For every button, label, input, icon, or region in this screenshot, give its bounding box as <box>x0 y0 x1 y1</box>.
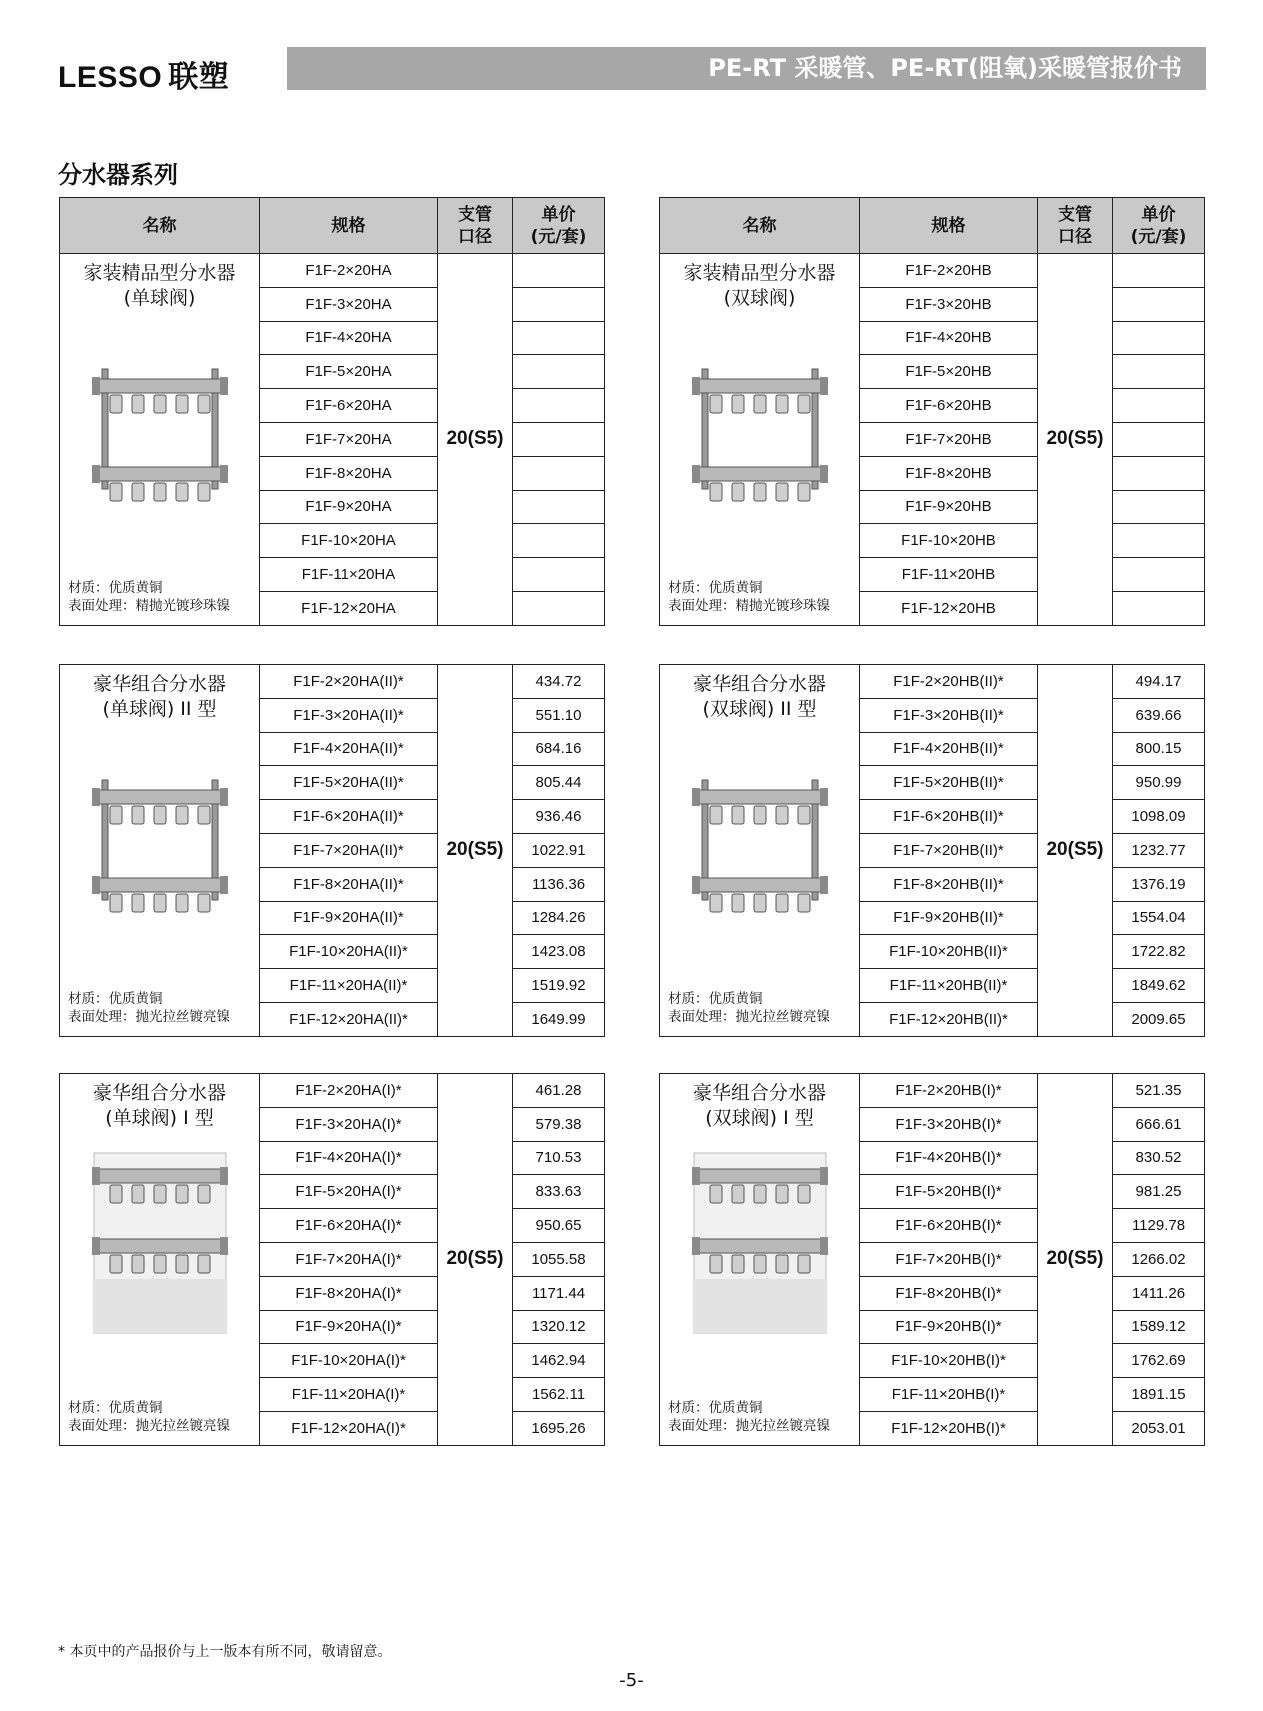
price-cell: 1055.58 <box>513 1242 605 1276</box>
price-cell: 1849.62 <box>1113 969 1205 1003</box>
logo-text: LESSO <box>58 61 163 94</box>
price-cell: 434.72 <box>513 665 605 699</box>
footnote: * 本页中的产品报价与上一版本有所不同，敬请留意。 <box>58 1644 392 1660</box>
price-cell: 1266.02 <box>1113 1242 1205 1276</box>
product-name: 豪华组合分水器 (双球阀) I 型 <box>692 1082 826 1129</box>
spec-cell: F1F-9×20HB(I)* <box>860 1310 1038 1344</box>
header-spec: 规格 <box>860 198 1038 254</box>
price-cell: 494.17 <box>1113 665 1205 699</box>
spec-cell: F1F-10×20HA(II)* <box>260 935 438 969</box>
branch-diameter-cell: 20(S5) <box>438 1074 513 1446</box>
spec-cell: F1F-5×20HB(II)* <box>860 766 1038 800</box>
logo-cn: 联塑 <box>168 60 230 95</box>
spec-cell: F1F-11×20HB(I)* <box>860 1378 1038 1412</box>
product-name-cell <box>60 665 260 1037</box>
spec-cell: F1F-2×20HA(I)* <box>260 1074 438 1108</box>
spec-cell: F1F-12×20HA(I)* <box>260 1411 438 1445</box>
spec-cell: F1F-4×20HB(II)* <box>860 732 1038 766</box>
price-cell: 1462.94 <box>513 1344 605 1378</box>
spec-cell: F1F-2×20HA(II)* <box>260 665 438 699</box>
material-note: 材质：优质黄铜 表面处理：精抛光镀珍珠镍 <box>668 579 830 614</box>
price-cell: 1284.26 <box>513 901 605 935</box>
spec-cell: F1F-3×20HA(I)* <box>260 1107 438 1141</box>
price-cell <box>513 287 605 321</box>
spec-cell: F1F-7×20HA <box>260 422 438 456</box>
product-name: 家装精品型分水器 (单球阀) <box>83 262 236 309</box>
branch-diameter-cell: 20(S5) <box>1038 665 1113 1037</box>
spec-cell: F1F-10×20HA(I)* <box>260 1344 438 1378</box>
spec-cell: F1F-6×20HB(I)* <box>860 1209 1038 1243</box>
price-cell <box>513 321 605 355</box>
spec-cell: F1F-5×20HB(I)* <box>860 1175 1038 1209</box>
price-cell: 1171.44 <box>513 1276 605 1310</box>
price-cell: 2053.01 <box>1113 1411 1205 1445</box>
price-cell: 579.38 <box>513 1107 605 1141</box>
price-cell <box>1113 558 1205 592</box>
price-cell: 1722.82 <box>1113 935 1205 969</box>
price-cell <box>1113 591 1205 625</box>
spec-cell: F1F-11×20HB <box>860 558 1038 592</box>
spec-cell: F1F-6×20HA(II)* <box>260 800 438 834</box>
price-cell: 1098.09 <box>1113 800 1205 834</box>
manifold-product-image <box>680 760 840 924</box>
spec-cell: F1F-8×20HA <box>260 456 438 490</box>
header-title: PE-RT 采暖管、PE-RT(阻氧)采暖管报价书 <box>287 47 1206 90</box>
price-cell <box>1113 422 1205 456</box>
spec-cell: F1F-7×20HB <box>860 422 1038 456</box>
spec-cell: F1F-9×20HA(I)* <box>260 1310 438 1344</box>
price-cell: 833.63 <box>513 1175 605 1209</box>
product-name: 豪华组合分水器 (单球阀) I 型 <box>92 1082 226 1129</box>
spec-cell: F1F-11×20HA <box>260 558 438 592</box>
spec-cell: F1F-5×20HA(II)* <box>260 766 438 800</box>
spec-cell: F1F-8×20HA(II)* <box>260 867 438 901</box>
material-note: 材质：优质黄铜 表面处理：抛光拉丝镀亮镍 <box>68 990 230 1025</box>
spec-cell: F1F-10×20HB <box>860 524 1038 558</box>
spec-cell: F1F-6×20HB <box>860 389 1038 423</box>
spec-cell: F1F-10×20HA <box>260 524 438 558</box>
price-table <box>659 1073 1205 1446</box>
spec-cell: F1F-2×20HB(I)* <box>860 1074 1038 1108</box>
manifold-product-image <box>80 1149 240 1343</box>
price-cell: 1891.15 <box>1113 1378 1205 1412</box>
table-row <box>60 665 605 699</box>
price-cell: 1589.12 <box>1113 1310 1205 1344</box>
spec-cell: F1F-11×20HB(II)* <box>860 969 1038 1003</box>
price-cell <box>1113 355 1205 389</box>
price-cell: 1232.77 <box>1113 833 1205 867</box>
manifold-product-image <box>680 1149 840 1343</box>
spec-cell: F1F-7×20HA(I)* <box>260 1242 438 1276</box>
price-cell: 800.15 <box>1113 732 1205 766</box>
price-cell: 461.28 <box>513 1074 605 1108</box>
header-name: 名称 <box>60 198 260 254</box>
price-cell: 981.25 <box>1113 1175 1205 1209</box>
product-name: 家装精品型分水器 (双球阀) <box>683 262 836 309</box>
price-cell: 1519.92 <box>513 969 605 1003</box>
manifold-product-image <box>80 760 240 924</box>
header-spec: 规格 <box>260 198 438 254</box>
price-cell <box>1113 287 1205 321</box>
spec-cell: F1F-3×20HB <box>860 287 1038 321</box>
price-table <box>59 1073 605 1446</box>
header-name: 名称 <box>660 198 860 254</box>
spec-cell: F1F-4×20HB(I)* <box>860 1141 1038 1175</box>
spec-cell: F1F-9×20HB(II)* <box>860 901 1038 935</box>
spec-cell: F1F-7×20HA(II)* <box>260 833 438 867</box>
price-cell <box>1113 524 1205 558</box>
spec-cell: F1F-5×20HA(I)* <box>260 1175 438 1209</box>
spec-cell: F1F-9×20HA(II)* <box>260 901 438 935</box>
spec-cell: F1F-6×20HA <box>260 389 438 423</box>
product-name-cell <box>660 254 860 626</box>
price-cell: 2009.65 <box>1113 1002 1205 1036</box>
price-cell: 1649.99 <box>513 1002 605 1036</box>
table-row <box>660 1074 1205 1108</box>
header-dia: 支管 口径 <box>438 198 513 254</box>
spec-cell: F1F-12×20HA <box>260 591 438 625</box>
price-cell: 1022.91 <box>513 833 605 867</box>
price-cell <box>513 389 605 423</box>
price-cell: 1762.69 <box>1113 1344 1205 1378</box>
spec-cell: F1F-3×20HB(I)* <box>860 1107 1038 1141</box>
price-cell: 1562.11 <box>513 1378 605 1412</box>
material-note: 材质：优质黄铜 表面处理：精抛光镀珍珠镍 <box>68 579 230 614</box>
page-number: -5- <box>619 1670 644 1691</box>
manifold-product-image <box>80 349 240 513</box>
spec-cell: F1F-5×20HB <box>860 355 1038 389</box>
spec-cell: F1F-10×20HB(II)* <box>860 935 1038 969</box>
price-cell: 639.66 <box>1113 698 1205 732</box>
price-table <box>659 664 1205 1037</box>
product-name: 豪华组合分水器 (双球阀) II 型 <box>692 673 826 720</box>
header-price: 单价 (元/套) <box>513 198 605 254</box>
price-cell <box>513 422 605 456</box>
product-name-cell <box>60 1074 260 1446</box>
price-cell: 710.53 <box>513 1141 605 1175</box>
price-cell <box>513 456 605 490</box>
price-cell: 1376.19 <box>1113 867 1205 901</box>
product-name: 豪华组合分水器 (单球阀) II 型 <box>92 673 226 720</box>
price-cell: 950.99 <box>1113 766 1205 800</box>
price-cell <box>513 254 605 288</box>
price-cell <box>1113 321 1205 355</box>
spec-cell: F1F-8×20HA(I)* <box>260 1276 438 1310</box>
price-cell: 805.44 <box>513 766 605 800</box>
price-table <box>59 197 605 626</box>
table-row <box>60 254 605 288</box>
table-row <box>660 665 1205 699</box>
price-cell: 666.61 <box>1113 1107 1205 1141</box>
price-cell <box>1113 389 1205 423</box>
product-name-cell <box>660 1074 860 1446</box>
material-note: 材质：优质黄铜 表面处理：抛光拉丝镀亮镍 <box>68 1399 230 1434</box>
price-cell <box>1113 254 1205 288</box>
spec-cell: F1F-2×20HA <box>260 254 438 288</box>
spec-cell: F1F-5×20HA <box>260 355 438 389</box>
branch-diameter-cell: 20(S5) <box>1038 1074 1113 1446</box>
spec-cell: F1F-8×20HB(II)* <box>860 867 1038 901</box>
product-name-cell <box>660 665 860 1037</box>
price-cell: 521.35 <box>1113 1074 1205 1108</box>
price-cell: 1411.26 <box>1113 1276 1205 1310</box>
spec-cell: F1F-4×20HA(II)* <box>260 732 438 766</box>
price-cell: 1320.12 <box>513 1310 605 1344</box>
price-cell <box>513 524 605 558</box>
price-cell: 551.10 <box>513 698 605 732</box>
spec-cell: F1F-6×20HB(II)* <box>860 800 1038 834</box>
spec-cell: F1F-3×20HA(II)* <box>260 698 438 732</box>
spec-cell: F1F-2×20HB <box>860 254 1038 288</box>
price-table <box>59 664 605 1037</box>
spec-cell: F1F-12×20HB <box>860 591 1038 625</box>
brand-logo <box>58 52 229 96</box>
spec-cell: F1F-9×20HB <box>860 490 1038 524</box>
spec-cell: F1F-4×20HA(I)* <box>260 1141 438 1175</box>
price-cell: 950.65 <box>513 1209 605 1243</box>
price-table <box>659 197 1205 626</box>
section-title: 分水器系列 <box>58 161 178 189</box>
price-cell <box>1113 456 1205 490</box>
price-cell: 1554.04 <box>1113 901 1205 935</box>
product-name-cell <box>60 254 260 626</box>
header-price: 单价 (元/套) <box>1113 198 1205 254</box>
spec-cell: F1F-12×20HA(II)* <box>260 1002 438 1036</box>
spec-cell: F1F-8×20HB <box>860 456 1038 490</box>
spec-cell: F1F-11×20HA(II)* <box>260 969 438 1003</box>
price-cell: 1695.26 <box>513 1411 605 1445</box>
table-row <box>660 254 1205 288</box>
spec-cell: F1F-3×20HA <box>260 287 438 321</box>
spec-cell: F1F-7×20HB(I)* <box>860 1242 1038 1276</box>
price-cell: 936.46 <box>513 800 605 834</box>
price-cell: 830.52 <box>1113 1141 1205 1175</box>
price-cell <box>513 355 605 389</box>
price-cell: 1136.36 <box>513 867 605 901</box>
spec-cell: F1F-10×20HB(I)* <box>860 1344 1038 1378</box>
branch-diameter-cell: 20(S5) <box>438 665 513 1037</box>
price-cell: 1129.78 <box>1113 1209 1205 1243</box>
spec-cell: F1F-7×20HB(II)* <box>860 833 1038 867</box>
spec-cell: F1F-2×20HB(II)* <box>860 665 1038 699</box>
price-cell <box>1113 490 1205 524</box>
spec-cell: F1F-6×20HA(I)* <box>260 1209 438 1243</box>
price-cell: 1423.08 <box>513 935 605 969</box>
material-note: 材质：优质黄铜 表面处理：抛光拉丝镀亮镍 <box>668 1399 830 1434</box>
spec-cell: F1F-11×20HA(I)* <box>260 1378 438 1412</box>
price-cell: 684.16 <box>513 732 605 766</box>
spec-cell: F1F-9×20HA <box>260 490 438 524</box>
spec-cell: F1F-4×20HB <box>860 321 1038 355</box>
branch-diameter-cell: 20(S5) <box>1038 254 1113 626</box>
price-cell <box>513 490 605 524</box>
spec-cell: F1F-8×20HB(I)* <box>860 1276 1038 1310</box>
spec-cell: F1F-4×20HA <box>260 321 438 355</box>
price-cell <box>513 558 605 592</box>
material-note: 材质：优质黄铜 表面处理：抛光拉丝镀亮镍 <box>668 990 830 1025</box>
manifold-product-image <box>680 349 840 513</box>
spec-cell: F1F-3×20HB(II)* <box>860 698 1038 732</box>
branch-diameter-cell: 20(S5) <box>438 254 513 626</box>
header-dia: 支管 口径 <box>1038 198 1113 254</box>
table-row <box>60 1074 605 1108</box>
spec-cell: F1F-12×20HB(II)* <box>860 1002 1038 1036</box>
spec-cell: F1F-12×20HB(I)* <box>860 1411 1038 1445</box>
price-cell <box>513 591 605 625</box>
